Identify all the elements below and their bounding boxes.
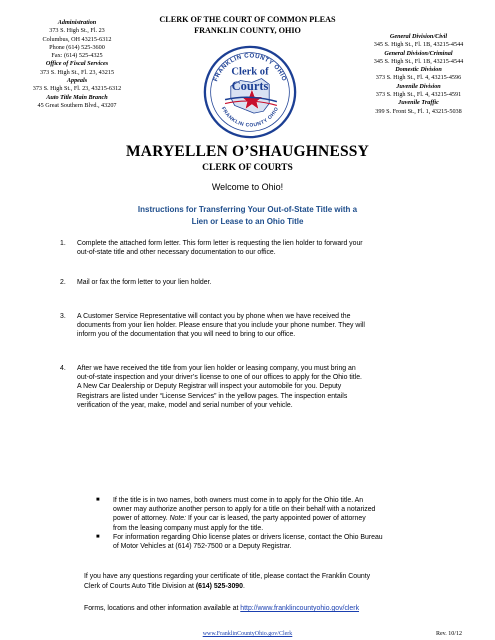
- step-text: [77, 278, 472, 287]
- seal-bottom-text: FRANKLIN COUNTY OHIO: [219, 106, 281, 129]
- juvenile-division-address: 373 S. High St., Fl. 4, 43215-4591: [375, 91, 462, 99]
- auto-title-address: 45 Great Southern Blvd., 43207: [37, 101, 117, 109]
- criminal-division-address: 345 S. High St., Fl. 1B, 43215-4544: [373, 57, 464, 65]
- bullet-item: [96, 533, 468, 551]
- court-header: [130, 14, 365, 36]
- fiscal-services-address: 373 S. High St., Fl. 23, 43215: [39, 68, 115, 76]
- juvenile-traffic-address: 399 S. Front St., Fl. 1, 43215-5038: [375, 107, 462, 115]
- administration-phone: Phone (614) 525-3600: [49, 43, 105, 51]
- clerk-name: MARYELLEN O’SHAUGHNESSY: [125, 143, 370, 160]
- step-line: A New Car Dealership or Deputy Registrar will inspect your automobile for you. Deputy: [77, 383, 342, 391]
- revision-date: Rev. 10/12: [436, 631, 462, 637]
- step-line: inform you of the documentation that you will need to bring to our office.: [77, 331, 296, 339]
- step-line: verification of the year, make, model and serial number of your vehicle.: [77, 401, 293, 409]
- county-name: FRANKLIN COUNTY, OHIO: [194, 26, 301, 35]
- step-line: Mail or fax the form letter to your lien holder.: [77, 279, 212, 286]
- seal-clerk-of-text: Clerk of: [231, 66, 269, 78]
- contact-line2: [84, 582, 464, 592]
- appeals-heading: Appeals: [66, 77, 88, 85]
- step-line: A Customer Service Representative will contact you by phone when we have received the: [77, 313, 351, 320]
- forms-prefix: Forms, locations and other information available at: [84, 605, 241, 612]
- contact-paragraph: [84, 572, 464, 592]
- welcome-message: Welcome to Ohio!: [211, 182, 284, 192]
- administration-address-line1: 373 S. High St., Fl. 23: [49, 27, 105, 35]
- contact-prefix: Clerk of Courts Auto Title Division at: [84, 583, 196, 590]
- bullet-square-icon: ■: [96, 497, 100, 503]
- auto-title-heading: Auto Title Main Branch: [46, 93, 108, 101]
- bullet-line: owner may authorize another person to apply for a title on their behalf with a notarized: [113, 506, 376, 514]
- step-number: 1.: [60, 240, 66, 247]
- clerk-of-courts-seal: [202, 44, 298, 140]
- auto-title-phone: (614) 525-3090: [195, 583, 243, 590]
- bullet-line: from the leasing company must apply for the title.: [113, 524, 264, 532]
- court-name: CLERK OF THE COURT OF COMMON PLEAS: [159, 15, 336, 24]
- bullet-item: [96, 496, 468, 533]
- seal-courts-text: Courts: [231, 79, 269, 94]
- bullet-line-prefix: power of attorney.: [113, 515, 170, 523]
- step-line: out-of-state title and other necessary documentation to our office.: [77, 249, 276, 257]
- step-line: Complete the attached form letter. This form letter is requesting the lien holder to forward your: [77, 240, 363, 247]
- clerk-website-link[interactable]: http://www.franklincountyohio.gov/clerk: [240, 605, 360, 612]
- contact-line1: If you have any questions regarding your certificate of title, please contact the Franklin County: [84, 573, 371, 580]
- instructions-heading-line2: Lien or Lease to an Ohio Title: [191, 217, 304, 226]
- juvenile-traffic-heading: Juvenile Traffic: [398, 99, 439, 107]
- administration-fax: Fax: (614) 525-4325: [51, 52, 103, 60]
- forms-paragraph: [84, 604, 464, 614]
- civil-division-address: 345 S. High St., Fl. 1B, 43215-4544: [373, 41, 464, 49]
- criminal-division-heading: General Division/Criminal: [384, 49, 453, 57]
- step-number: 2.: [60, 279, 66, 286]
- fiscal-services-heading: Office of Fiscal Services: [45, 60, 109, 68]
- step-line: Registrars are listed under “License Services” in the yellow pages. The inspection entails: [77, 392, 348, 400]
- step-text: [77, 312, 472, 340]
- step-line: After we have received the title from your lien holder or leasing company, you must bring an: [77, 365, 356, 372]
- left-office-list: [22, 19, 132, 110]
- administration-heading: Administration: [57, 19, 97, 26]
- instructions-heading: [80, 204, 415, 228]
- bullet-line: For information regarding Ohio license plates or drivers license, contact the Ohio Bureau: [113, 534, 383, 541]
- civil-division-heading: General Division/Civil: [389, 33, 448, 40]
- step-number: 4.: [60, 365, 66, 372]
- domestic-division-address: 373 S. High St., Fl. 4, 43215-4596: [375, 74, 462, 82]
- bullet-line: of Motor Vehicles at (614) 752-7500 or a Deputy Registrar.: [113, 543, 292, 551]
- step-line: documents from your lien holder. Please ensure that you include your phone number. They will: [77, 322, 365, 330]
- step-text: [77, 239, 472, 257]
- note-label: Note:: [169, 515, 187, 523]
- bullet-line: [113, 514, 468, 523]
- clerk-title: CLERK OF COURTS: [202, 163, 293, 173]
- footer-website-link[interactable]: www.FranklinCountyOhio.gov/Clerk: [202, 631, 293, 637]
- bullet-square-icon: ■: [96, 534, 100, 540]
- step-text: [77, 364, 472, 410]
- right-office-list: [352, 33, 485, 116]
- appeals-address: 373 S. High St., Fl. 23, 43215-6312: [32, 85, 122, 93]
- bullet-line-rest: If your car is leased, the party appointed power of attorney: [186, 515, 366, 523]
- step-line: out-of-state inspection and your driver’s license to one of our offices to apply for the Ohio title.: [77, 374, 362, 382]
- step-number: 3.: [60, 313, 66, 320]
- seal-top-text: FRANKLIN COUNTY OHIO: [212, 52, 288, 83]
- juvenile-division-heading: Juvenile Division: [396, 82, 441, 90]
- instructions-heading-line1: Instructions for Transferring Your Out-of-State Title with a: [137, 205, 358, 214]
- contact-suffix: .: [242, 583, 245, 590]
- administration-address-line2: Columbus, OH 43215-6312: [42, 35, 112, 43]
- bullet-line: If the title is in two names, both owners must come in to apply for the Ohio title. An: [113, 497, 364, 504]
- domestic-division-heading: Domestic Division: [395, 66, 442, 74]
